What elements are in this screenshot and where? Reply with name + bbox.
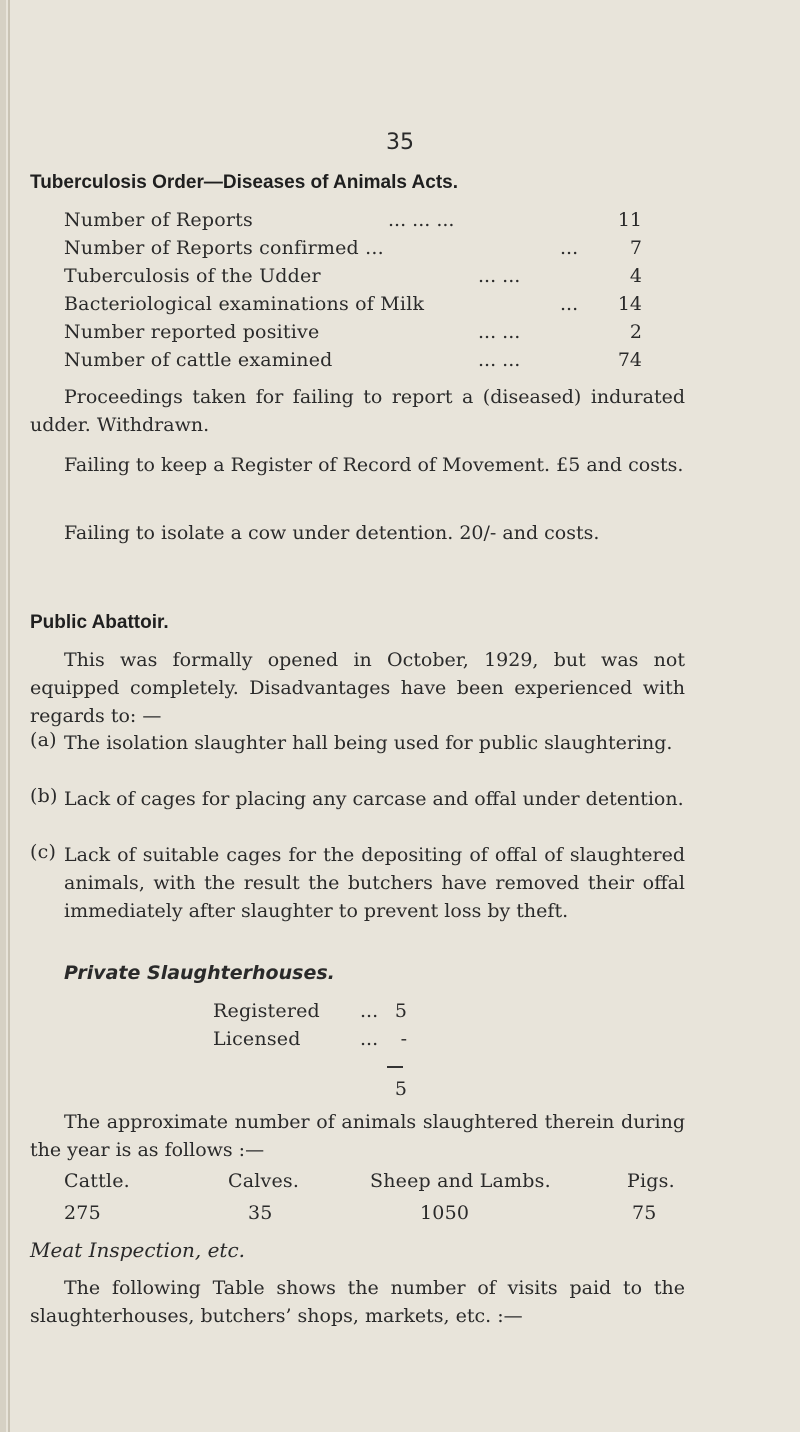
tb-row-label: Number of Reports (64, 209, 253, 231)
tb-paragraph: Failing to isolate a cow under detention. 20/- and costs. (64, 522, 600, 544)
meat-text: The following Table shows the number of visits paid to the slaughterhouses, butchers’ shops, markets, etc. :— (30, 1277, 685, 1327)
tb-row-value: 14 (617, 293, 642, 315)
column-value: 75 (632, 1202, 657, 1224)
list-marker: (a) (30, 729, 57, 751)
tb-row-dots: ... ... ... (388, 209, 455, 231)
abattoir-heading: Public Abattoir. (30, 612, 169, 633)
column-header: Pigs. (627, 1170, 675, 1192)
tb-row-value: 11 (617, 209, 642, 231)
tb-row-value: 74 (617, 349, 642, 371)
slaughter-sentence: The approximate number of animals slaughtered therein during the year is as follows :— (30, 1111, 685, 1161)
column-header: Cattle. (64, 1170, 130, 1192)
tb-row-label: Number reported positive (64, 321, 320, 343)
column-value: 1050 (420, 1202, 470, 1224)
private-total: 5 (394, 1078, 407, 1100)
tb-heading: Tuberculosis Order—Diseases of Animals Acts. (30, 172, 458, 193)
private-row-value: 5 (394, 1000, 407, 1022)
private-row-label: Registered (213, 1000, 320, 1022)
tb-row-dots: ... (560, 293, 579, 315)
tb-row-value: 2 (629, 321, 642, 343)
tb-row-dots: ... ... (478, 265, 521, 287)
tb-row-label: Number of Reports confirmed ... (64, 237, 384, 259)
list-item: Lack of suitable cages for the depositing of offal of slaughtered animals, with the result the butchers have removed their offal immediately after slaughter to prevent loss by theft. (64, 844, 685, 922)
private-row-dots: ... (360, 1028, 379, 1050)
private-row-dots: ... (360, 1000, 379, 1022)
tb-row-dots: ... ... (478, 349, 521, 371)
tb-row-value: 4 (629, 265, 642, 287)
private-heading: Private Slaughterhouses. (64, 962, 335, 984)
meat-heading: Meat Inspection, etc. (30, 1238, 246, 1262)
tb-row-label: Number of cattle examined (64, 349, 333, 371)
column-value: 35 (248, 1202, 273, 1224)
tb-paragraph: Proceedings taken for failing to report a (diseased) indurated udder. Withdrawn. (30, 386, 685, 436)
private-row-label: Licensed (213, 1028, 301, 1050)
tb-paragraph: Failing to keep a Register of Record of Movement. £5 and costs. (64, 454, 684, 476)
column-value: 275 (64, 1202, 101, 1224)
tb-row-label: Tuberculosis of the Udder (64, 265, 321, 287)
tb-row-label: Bacteriological examinations of Milk (64, 293, 425, 315)
page-edge-line (8, 0, 10, 1432)
private-row-value: - (400, 1028, 407, 1050)
tb-row-dots: ... ... (478, 321, 521, 343)
page-edge-shadow (0, 0, 6, 1432)
total-rule (387, 1066, 403, 1068)
list-item: Lack of cages for placing any carcase and offal under detention. (64, 788, 684, 810)
tb-row-value: 7 (629, 237, 642, 259)
list-marker: (b) (30, 785, 58, 807)
abattoir-intro: This was formally opened in October, 1929, but was not equipped completely. Disadvantages have been experienced with regards to: — (30, 649, 685, 727)
list-item: The isolation slaughter hall being used for public slaughtering. (64, 732, 673, 754)
page-number: 35 (386, 130, 414, 155)
tb-row-dots: ... (560, 237, 579, 259)
column-header: Calves. (228, 1170, 300, 1192)
list-marker: (c) (30, 841, 57, 863)
column-header: Sheep and Lambs. (370, 1170, 551, 1192)
